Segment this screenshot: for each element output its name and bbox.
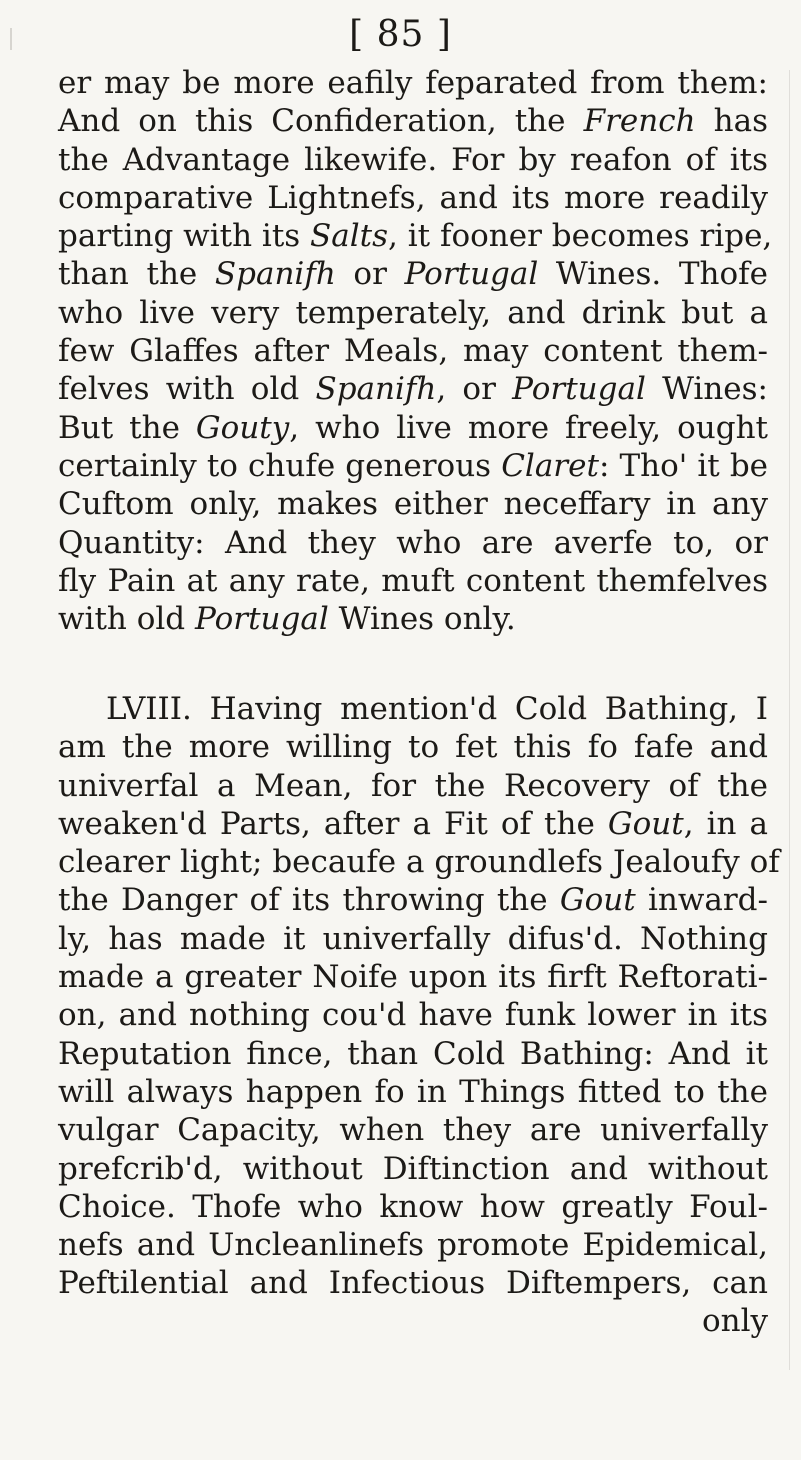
text-line [58,1150,768,1188]
text-run: comparative Lightnefs, and its more readily [58,179,768,216]
text-line [58,920,768,958]
italic-term: French [583,103,696,140]
text-run: LVIII. Having mention'd Cold Bathing, I [106,691,768,727]
text-run: vulgar Capacity, when they are univerfally [58,1112,768,1149]
text-run: Choice. Thofe who know how greatly Foul- [58,1188,768,1225]
text-line [58,1035,768,1073]
italic-term: Gout [607,805,684,842]
text-line [58,1264,768,1302]
text-run: , who live more freely, ought [289,409,769,446]
text-line [58,690,768,728]
text-run: Cuftom only, makes either neceffary in any [58,486,768,523]
text-run: felves with old [58,371,316,408]
text-line [58,409,768,447]
catchword-block [58,1302,768,1340]
text-run: the Danger of its throwing the [58,882,560,919]
text-line [58,255,768,293]
text-line [58,332,768,370]
italic-term: Spanifh [214,256,336,293]
text-run: parting with its [58,218,311,255]
text-run: And on this Confideration, the [58,103,584,140]
paragraph-1 [58,64,773,638]
text-run: certainly to chufe generous [58,447,502,484]
page-number: [ 85 ] [349,14,452,55]
text-line [58,805,768,843]
italic-term: Portugal [404,256,539,293]
italic-term: Gout [559,882,636,919]
italic-term: Gouty [195,409,290,446]
page-edge-mark [789,70,790,1370]
text-line [58,179,768,217]
text-run: ly, has made it univerfally difus'd. Nothing [58,920,768,957]
text-line [58,728,768,766]
text-run: or [335,256,405,293]
text-line [58,843,780,881]
text-line [58,600,768,638]
text-line [58,370,768,408]
text-run: the Advantage likewife. For by reafon of its [58,141,768,178]
text-run: Wines: [645,371,768,408]
italic-term: Spanifh [315,371,437,408]
text-line [58,102,768,140]
text-line [58,562,768,600]
text-run: with old [58,601,196,638]
text-run: fly Pain at any rate, muft content themfelves [58,562,768,599]
text-run: few Glaffes after Meals, may content them- [58,333,768,370]
italic-term: Portugal [195,601,329,638]
text-run: univerfal a Mean, for the Recovery of the [58,767,768,804]
text-run: But the [58,409,196,446]
text-run: will always happen fo in Things fitted to the [58,1073,768,1110]
italic-term: Portugal [512,371,646,408]
text-line [58,64,768,102]
catchword: only [701,1303,768,1339]
text-line [58,447,768,485]
text-run: : Tho' it be [598,447,769,484]
text-run: am the more willing to fet this fo fafe and [58,729,768,766]
text-run: made a greater Noife upon its firft Reftorati- [58,959,768,996]
text-line [58,996,768,1034]
text-run: Quantity: And they who are averfe to, or [58,524,768,561]
text-line [58,294,768,332]
text-line [58,217,773,255]
page-edge-mark [10,28,12,50]
text-run: Wines only. [328,601,516,638]
text-line [58,141,768,179]
text-line [58,958,768,996]
text-run: nefs and Uncleanlinefs promote Epidemical, [58,1227,768,1264]
text-line [58,1111,768,1149]
text-line [58,485,768,523]
text-run: Peftilential and Infectious Diftempers, can [58,1265,768,1302]
italic-term: Salts [310,218,389,255]
paragraph-2-section-lviii [58,690,780,1303]
text-run: who live very temperately, and drink but a [58,294,768,331]
text-run: Wines. Thofe [538,256,768,293]
text-run: prefcrib'd, without Diftinction and without [58,1150,768,1187]
text-line [58,524,768,562]
text-run: , it fooner becomes ripe, [388,218,773,255]
text-line [58,1188,768,1226]
text-run: on, and nothing cou'd have funk lower in its [58,997,768,1034]
text-line [58,881,768,919]
text-line [58,1226,768,1264]
text-line [58,1073,768,1111]
text-run: er may be more eafily feparated from them: [58,65,768,101]
text-run: than the [58,256,215,293]
text-run: , in a [683,805,768,842]
text-run: clearer light; becaufe a groundlefs Jealoufy of [58,844,780,881]
italic-term: Claret [501,447,599,484]
text-run: inward- [635,882,768,919]
text-line [58,767,768,805]
text-run: , or [436,371,513,408]
text-run: Reputation fince, than Cold Bathing: And it [58,1035,768,1072]
text-run: weaken'd Parts, after a Fit of the [58,805,608,842]
text-run: has [695,103,768,140]
